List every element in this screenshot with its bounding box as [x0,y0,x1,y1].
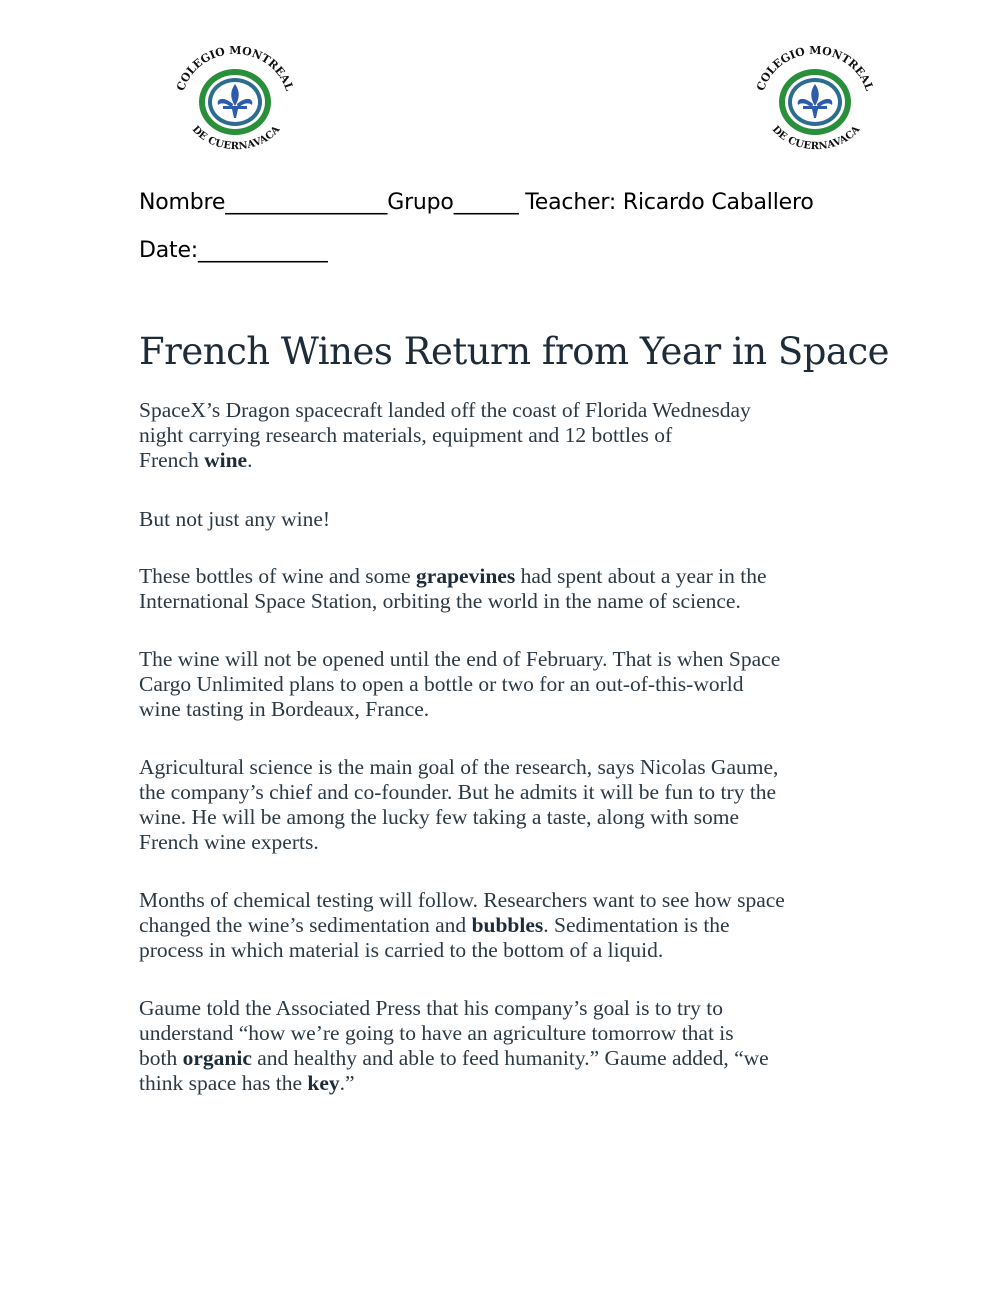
paragraph-4: The wine will not be opened until the end of February. That is when Space Cargo Unlimited plans to open a bottle or two for an out-of-this-world wine tasting in Bordeaux, France. [139,647,781,721]
grupo-blank: ______ [453,190,519,215]
vocab-key: key [307,1071,340,1095]
date-label: Date: [139,238,198,263]
school-logo-right [740,42,890,162]
paragraph-5: Agricultural science is the main goal of the research, says Nicolas Gaume, the company’s chief and co-founder. But he admits it will be fun to try the wine. He will be among the lucky few taking a taste, along with some French wine experts. [139,755,779,854]
svg-text:COLEGIO MONTREAL: COLEGIO MONTREAL [754,43,876,93]
paragraph-7: Gaume told the Associated Press that his company’s goal is to try to understand “how we’re going to have an agriculture tomorrow that is both organic and healthy and able to feed humanity.” Gaume added, “we think space has the key.” [139,996,769,1095]
vocab-wine: wine [204,448,248,472]
svg-text:DE CUERNAVACA: DE CUERNAVACA [189,124,283,153]
vocab-bubbles: bubbles [471,913,544,937]
article-title: French Wines Return from Year in Space [139,330,890,373]
grupo-label: Grupo [387,190,454,215]
student-info-line [139,190,814,215]
date-line [139,238,328,263]
paragraph-2: But not just any wine! [139,507,331,531]
nombre-label: Nombre [139,190,226,215]
vocab-grapevines: grapevines [416,564,516,588]
teacher-name: Teacher: Ricardo Caballero [518,190,814,215]
svg-text:DE CUERNAVACA: DE CUERNAVACA [769,124,863,153]
date-blank: ____________ [198,238,328,263]
paragraph-3: These bottles of wine and some grapevines had spent about a year in the International Space Station, orbiting the world in the name of science. [139,564,767,613]
paragraph-1: SpaceX’s Dragon spacecraft landed off the coast of Florida Wednesday night carrying research materials, equipment and 12 bottles of French wine. [139,398,751,472]
fleur-de-lis-seal-icon [160,42,310,162]
school-logo-left [160,42,310,162]
fleur-de-lis-seal-icon [740,42,890,162]
svg-text:COLEGIO MONTREAL: COLEGIO MONTREAL [174,43,296,93]
nombre-blank: _______________ [225,190,388,215]
paragraph-6: Months of chemical testing will follow. Researchers want to see how space changed the wine’s sedimentation and bubbles. Sedimentation is the process in which material is carried to the bottom of a liquid. [139,888,785,962]
vocab-organic: organic [182,1046,252,1070]
